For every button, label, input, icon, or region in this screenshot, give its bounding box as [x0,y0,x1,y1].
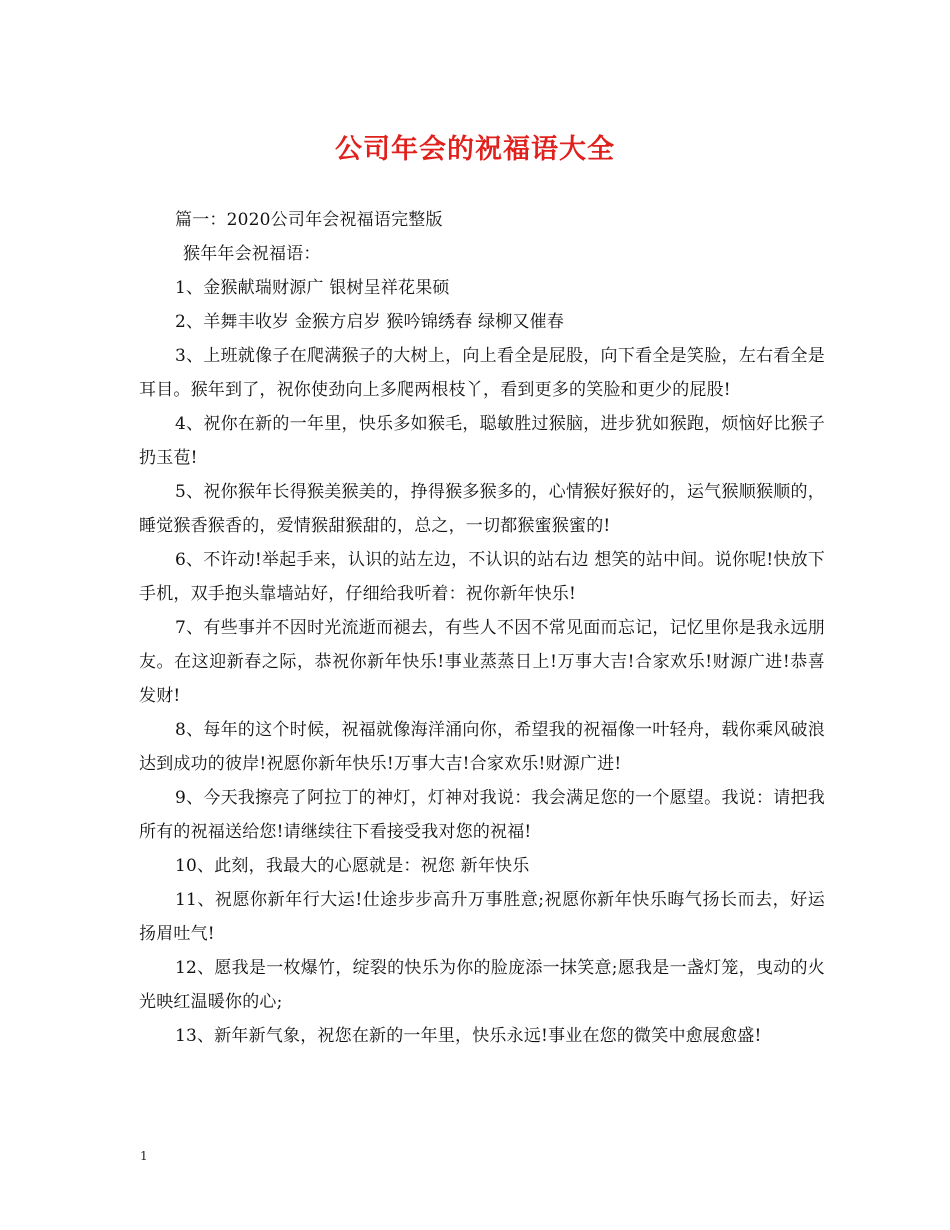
page-number: 1 [140,1149,148,1163]
paragraph: 12、愿我是一枚爆竹，绽裂的快乐为你的脸庞添一抹笑意;愿我是一盏灯笼，曳动的火光映红温暖你的心; [139,958,825,1012]
page-title: 公司年会的祝福语大全 [335,134,615,165]
section-heading: 篇一：2020公司年会祝福语完整版 [175,210,443,230]
paragraph: 2、羊舞丰收岁 金猴方启岁 猴吟锦绣春 绿柳又催春 [175,312,565,332]
paragraph: 1、金猴献瑞财源广 银树呈祥花果硕 [175,278,450,298]
paragraph: 3、上班就像子在爬满猴子的大树上，向上看全是屁股，向下看全是笑脸，左右看全是耳目。猴年到了，祝你使劲向上多爬两根枝丫，看到更多的笑脸和更少的屁股! [139,346,825,400]
subheading: 猴年年会祝福语： [183,244,321,264]
paragraph: 4、祝你在新的一年里，快乐多如猴毛，聪敏胜过猴脑，进步犹如猴跑，烦恼好比猴子扔玉苞! [139,414,825,468]
paragraph: 8、每年的这个时候，祝福就像海洋涌向你，希望我的祝福像一叶轻舟，载你乘风破浪达到成功的彼岸!祝愿你新年快乐!万事大吉!合家欢乐!财源广进! [139,720,825,774]
paragraph: 5、祝你猴年长得猴美猴美的，挣得猴多猴多的，心情猴好猴好的，运气猴顺猴顺的，睡觉猴香猴香的，爱情猴甜猴甜的，总之，一切都猴蜜猴蜜的! [139,482,825,536]
document-body [139,203,825,1053]
paragraph: 10、此刻，我最大的心愿就是：祝您 新年快乐 [175,856,530,876]
paragraph: 11、祝愿你新年行大运!仕途步步高升万事胜意;祝愿你新年快乐晦气扬长而去，好运扬眉吐气! [139,890,825,944]
paragraph: 13、新年新气象，祝您在新的一年里，快乐永远!事业在您的微笑中愈展愈盛! [175,1026,762,1046]
paragraph: 7、有些事并不因时光流逝而褪去，有些人不因不常见面而忘记，记忆里你是我永远朋友。在这迎新春之际，恭祝你新年快乐!事业蒸蒸日上!万事大吉!合家欢乐!财源广进!恭喜发财! [139,618,825,706]
paragraph: 9、今天我擦亮了阿拉丁的神灯，灯神对我说：我会满足您的一个愿望。我说：请把我所有的祝福送给您!请继续往下看接受我对您的祝福! [139,788,825,842]
paragraph: 6、不许动!举起手来，认识的站左边，不认识的站右边 想笑的站中间。说你呢!快放下手机，双手抱头靠墙站好，仔细给我听着：祝你新年快乐! [139,550,825,604]
